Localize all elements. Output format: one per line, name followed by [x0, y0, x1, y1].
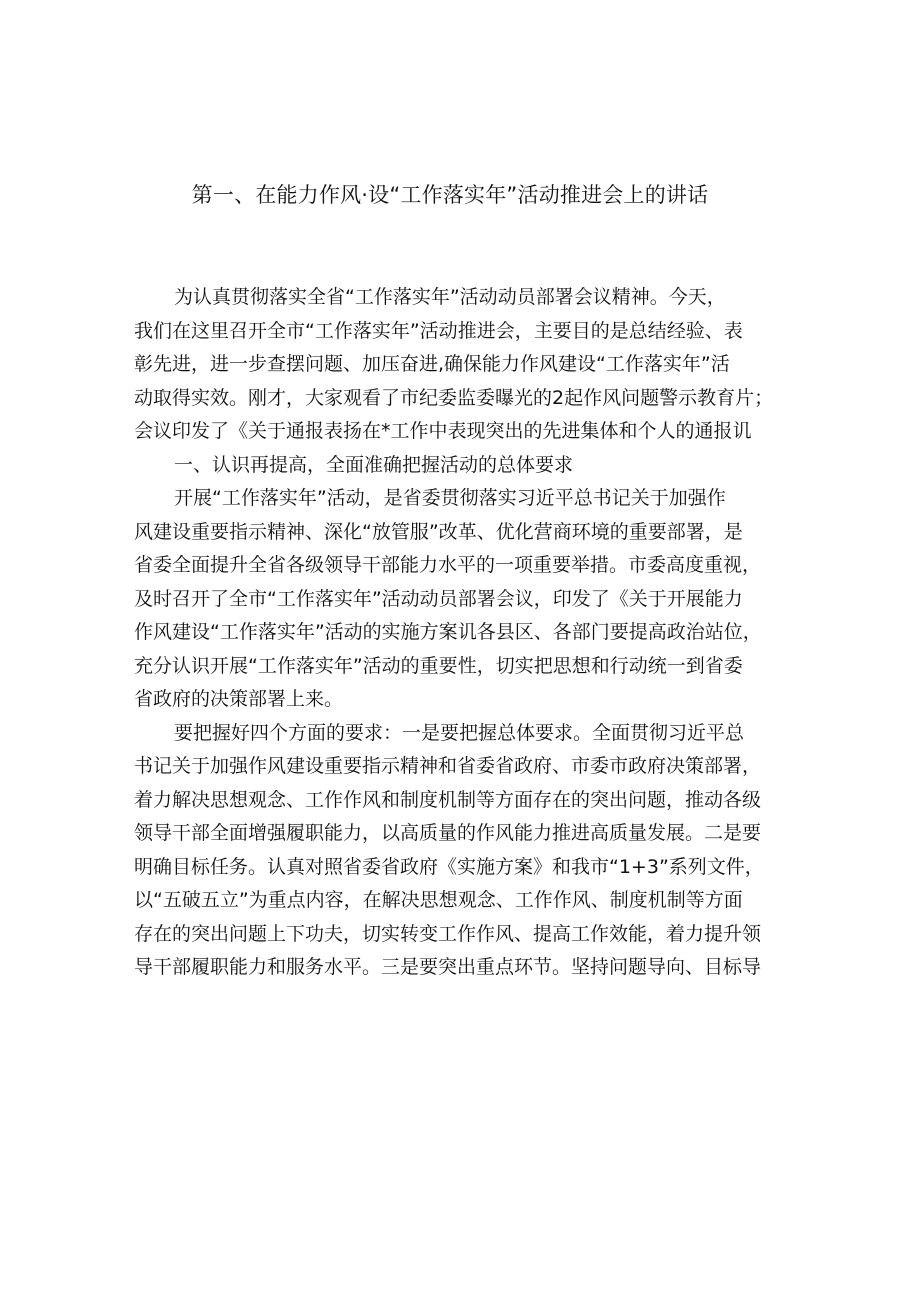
document-title: 第一、在能力作风·设“工作落实年”活动推进会上的讲话: [191, 183, 709, 207]
text-line: 省委全面提升全省各级领导干部能力水平的一项重要举措。市委高度重视，: [134, 554, 762, 576]
text-line: 为认真贯彻落实全省“工作落实年”活动动员部署会议精神。今天，: [174, 286, 726, 308]
text-line: 及时召开了全市“工作落实年”活动动员部署会议，印发了《关于开展能力: [134, 587, 743, 610]
document-body: [134, 281, 794, 985]
text-line: 彰先进，进一步查摆问题、加压奋进,确保能力作风建设“工作落实年”活: [134, 353, 730, 375]
text-line: 导干部履职能力和服务水平。三是要突出重点环节。坚持问题导向、目标导: [134, 956, 762, 978]
text-line: 会议印发了《关于通报表扬在*工作中表现突出的先进集体和个人的通报讥: [134, 420, 752, 442]
text-line: 我们在这里召开全市“工作落实年”活动推进会，主要目的是总结经验、表: [134, 319, 743, 342]
section-heading: [134, 449, 794, 483]
section-heading-text: 一、认识再提高，全面准确把握活动的总体要求: [174, 453, 574, 476]
text-line: 着力解决思想观念、工作作风和制度机制等方面存在的突出问题，推动各级: [134, 788, 762, 811]
text-line: 开展“工作落实年”活动，是省委贯彻落实习近平总书记关于加强作: [174, 487, 726, 509]
text-line: 以“五破五立”为重点内容，在解决思想观念、工作作风、制度机制等方面: [134, 889, 743, 911]
paragraph-intro: [134, 281, 794, 449]
paragraph-background: [134, 482, 794, 717]
text-line: 作风建设“工作落实年”活动的实施方案讥各县区、各部门要提高政治站位，: [134, 621, 762, 643]
text-line: 书记关于加强作风建设重要指示精神和省委省政府、市委市政府决策部署，: [134, 755, 762, 777]
paragraph-requirements: [134, 717, 794, 985]
text-line: 动取得实效。刚才，大家观看了市纪委监委曝光的2起作风问题警示教育片；: [134, 386, 774, 409]
text-line: 领导干部全面增强履职能力，以高质量的作风能力推进高质量发展。二是要: [134, 822, 762, 844]
text-line: 风建设重要指示精神、深化“放管服”改革、优化营商环境的重要部署，是: [134, 520, 743, 543]
text-line: 存在的突出问题上下功夫，切实转变工作作风、提高工作效能，着力提升领: [134, 922, 762, 945]
text-line: 充分认识开展“工作落实年”活动的重要性，切实把思想和行动统一到省委: [134, 654, 743, 677]
text-line: 明确目标任务。认真对照省委省政府《实施方案》和我市“1+3”系列文件，: [134, 855, 764, 878]
text-line: 要把握好四个方面的要求：一是要把握总体要求。全面贯彻习近平总: [174, 721, 745, 744]
text-line: 省政府的决策部署上来。: [134, 688, 344, 710]
